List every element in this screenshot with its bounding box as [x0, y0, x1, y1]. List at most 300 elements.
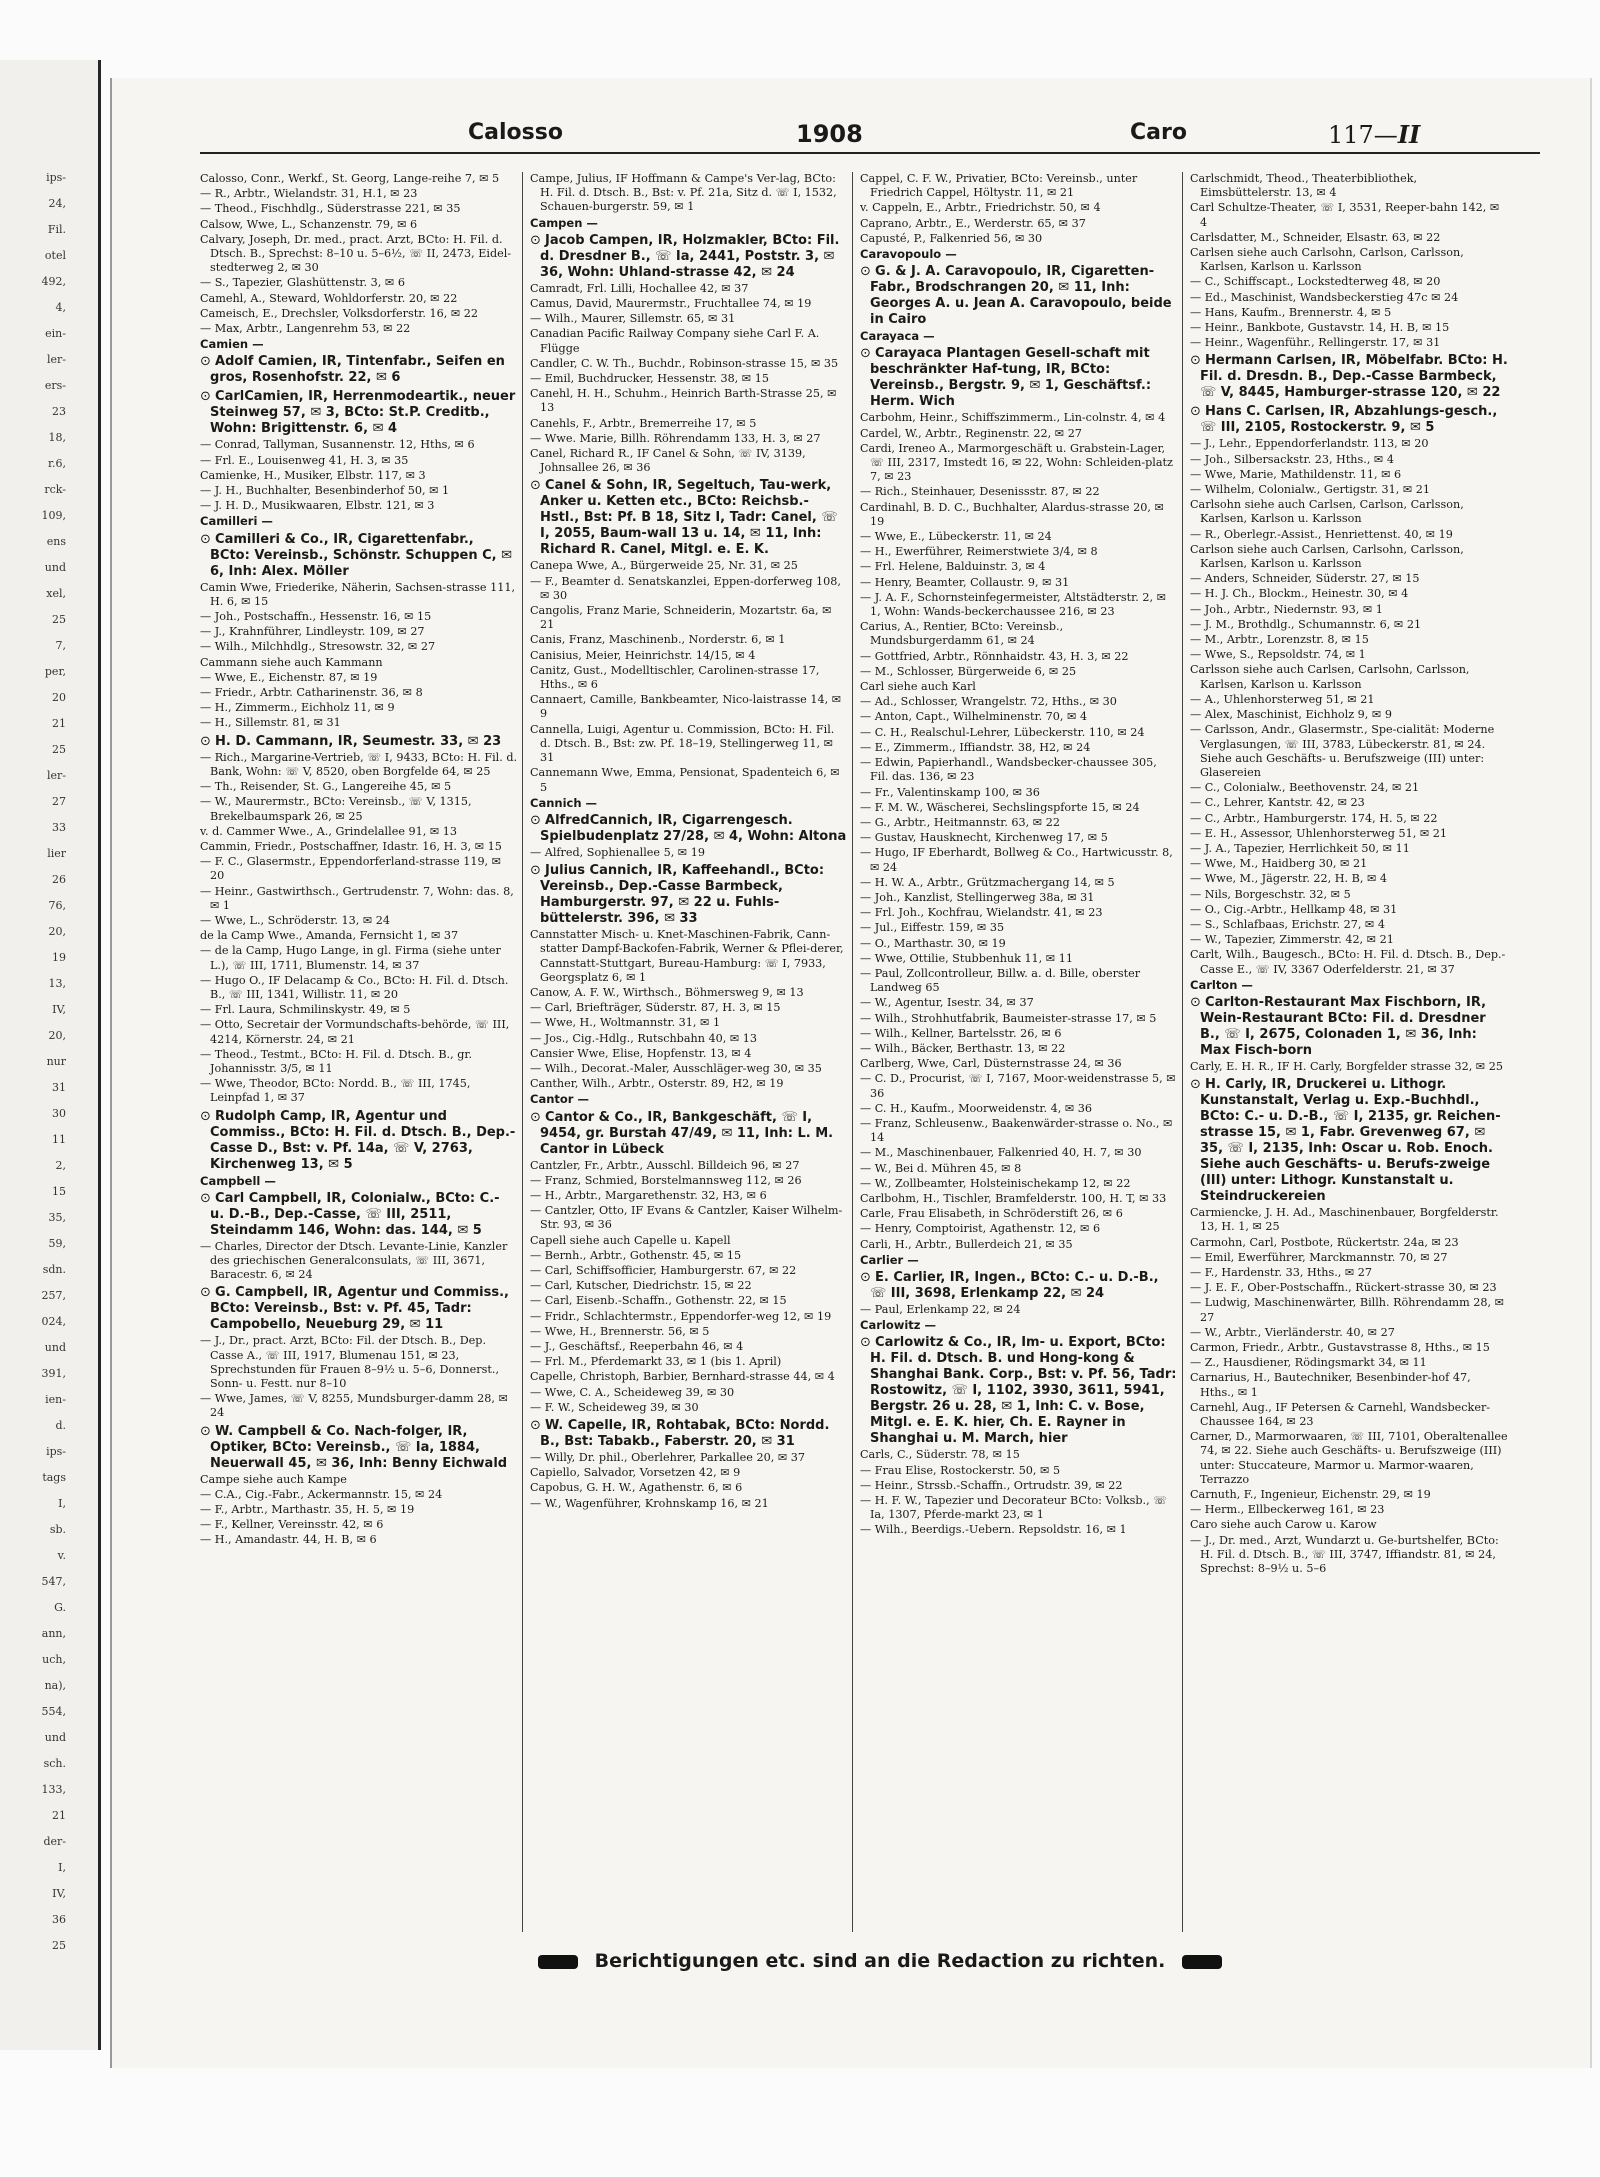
- directory-entry: — Wwe, L., Schröderstr. 13, ✉ 24: [200, 913, 390, 927]
- directory-entry: — H. W. A., Arbtr., Grützmachergang 14, ✉ 5: [860, 875, 1115, 889]
- adjacent-page-fragment: 31: [52, 1081, 66, 1094]
- directory-entry: — Wwe, James, ☏ V, 8255, Mundsburger-damm 28, ✉ 24: [200, 1392, 508, 1420]
- directory-entry: Cannaert, Camille, Bankbeamter, Nico-laistrasse 14, ✉ 9: [530, 693, 842, 721]
- directory-entry: — J. E. F., Ober-Postschaffn., Rückert-strasse 30, ✉ 23: [1190, 1281, 1497, 1295]
- page-number-section: II: [1397, 120, 1421, 149]
- directory-entry: — H., Amandastr. 44, H. B, ✉ 6: [200, 1533, 377, 1547]
- directory-entry: — S., Schlafbaas, Erichstr. 27, ✉ 4: [1190, 917, 1385, 931]
- directory-entry: — Anton, Capt., Wilhelminenstr. 70, ✉ 4: [860, 710, 1088, 724]
- directory-entry: Capobus, G. H. W., Agathenstr. 6, ✉ 6: [530, 1481, 743, 1495]
- directory-entry: Capelle, Christoph, Barbier, Bernhard-strasse 44, ✉ 4: [530, 1370, 835, 1384]
- directory-entry: — Henry, Comptoirist, Agathenstr. 12, ✉ 6: [860, 1222, 1101, 1236]
- column-1: [200, 172, 518, 1932]
- directory-entry: Carmiencke, J. H. Ad., Maschinenbauer, Borgfelderstr. 13, H. 1, ✉ 25: [1190, 1206, 1499, 1234]
- directory-entry: — Friedr., Arbtr. Catharinenstr. 36, ✉ 8: [200, 686, 423, 700]
- directory-entry: — H., Ewerführer, Reimerstwiete 3/4, ✉ 8: [860, 545, 1098, 559]
- surname-heading: Campen —: [530, 215, 598, 230]
- column-rule: [1182, 172, 1183, 1932]
- surname-heading: Carlier —: [860, 1252, 919, 1267]
- adjacent-page-fragment: I,: [58, 1861, 66, 1874]
- adjacent-page-fragment: 15: [52, 1185, 66, 1198]
- adjacent-page-fragment: 30: [52, 1107, 66, 1120]
- running-header: [200, 118, 1540, 154]
- directory-entry: — Charles, Director der Dtsch. Levante-Linie, Kanzler des griechischen Generalconsulats, ☏ III, 3671, Baracestr. 6, ✉ 24: [200, 1239, 508, 1282]
- directory-entry: — Otto, Secretair der Vormundschafts-behörde, ☏ III, 4214, Körnerstr. 24, ✉ 21: [200, 1018, 510, 1046]
- adjacent-page-fragment: 109,: [41, 509, 66, 522]
- directory-entry: — Carl, Schiffsofficier, Hamburgerstr. 67, ✉ 22: [530, 1263, 797, 1277]
- directory-entry: Cammann siehe auch Kammann: [200, 655, 383, 669]
- directory-entry: — O., Cig.-Arbtr., Hellkamp 48, ✉ 31: [1190, 902, 1398, 916]
- directory-entry: — F. M. W., Wäscherei, Sechslingspforte 15, ✉ 24: [860, 800, 1140, 814]
- directory-entry: — Ad., Schlosser, Wrangelstr. 72, Hths., ✉ 30: [860, 695, 1117, 709]
- directory-entry: — M., Arbtr., Lorenzstr. 8, ✉ 15: [1190, 633, 1369, 647]
- directory-entry: Camienke, H., Musiker, Elbstr. 117, ✉ 3: [200, 468, 426, 482]
- directory-entry: Carl siehe auch Karl: [860, 680, 976, 694]
- directory-entry: — Theod., Testmt., BCto: H. Fil. d. Dtsch. B., gr. Johannisstr. 3/5, ✉ 11: [200, 1047, 473, 1075]
- directory-entry: — de la Camp, Hugo Lange, in gl. Firma (siehe unter L.), ☏ III, 1711, Blumenstr. 14, ✉ 37: [200, 944, 501, 972]
- directory-entry: — H. J. Ch., Blockm., Heinestr. 30, ✉ 4: [1190, 587, 1409, 601]
- adjacent-page-fragment: ips-: [46, 1445, 66, 1458]
- adjacent-page-fragment: Fil.: [47, 223, 66, 236]
- surname-heading: Camien —: [200, 337, 264, 352]
- adjacent-page-fragment: ein-: [45, 327, 66, 340]
- firm-entry: ⊙ CarlCamien, IR, Herrenmodeartik., neuer Steinweg 57, ✉ 3, BCto: St.P. Creditb., Wohn: Brigittenstr. 6, ✉ 4: [200, 389, 518, 437]
- directory-entry: — C., Colonialw., Beethovenstr. 24, ✉ 21: [1190, 781, 1420, 795]
- directory-entry: — H. F. W., Tapezier und Decorateur BCto: Volksb., ☏ Ia, 1307, Pferde-markt 23, ✉ 1: [860, 1494, 1168, 1522]
- directory-entry: — Wwe, H., Woltmannstr. 31, ✉ 1: [530, 1016, 721, 1030]
- adjacent-page-fragment: IV,: [52, 1887, 66, 1900]
- adjacent-page-fragment: 25: [52, 743, 66, 756]
- directory-entry: Carmon, Friedr., Arbtr., Gustavstrasse 8, Hths., ✉ 15: [1190, 1340, 1490, 1354]
- firm-entry: ⊙ Carayaca Plantagen Gesell-schaft mit beschränkter Haf-tung, IR, BCto: Vereinsb., Bergstr. 9, ✉ 1, Geschäftsf.: Herm. Wich: [860, 346, 1178, 410]
- adjacent-page-fragment: 35,: [48, 1211, 66, 1224]
- surname-heading: Caravopoulo —: [860, 247, 957, 262]
- directory-entry: — C., Arbtr., Hamburgerstr. 174, H. 5, ✉ 22: [1190, 811, 1438, 825]
- directory-entry: Canis, Franz, Maschinenb., Norderstr. 6, ✉ 1: [530, 633, 786, 647]
- adjacent-page-fragment: ler-: [46, 353, 66, 366]
- directory-entry: — F. W., Scheideweg 39, ✉ 30: [530, 1400, 699, 1414]
- directory-entry: — Joh., Kanzlist, Stellingerweg 38a, ✉ 31: [860, 890, 1095, 904]
- directory-entry: Cameisch, E., Drechsler, Volksdorferstr. 16, ✉ 22: [200, 306, 478, 320]
- firm-entry: ⊙ Canel & Sohn, IR, Segeltuch, Tau-werk, Anker u. Ketten etc., BCto: Reichsb.-Hstl., Bst: Pf. B 18, Sitz I, Tadr: Canel, ☏ I, 2055, Baum-wall 13 u. 14, ✉ 11, Inh: Richard R. Canel, Mitgl. e. E. K.: [530, 478, 848, 558]
- adjacent-page-fragment: 7,: [55, 639, 66, 652]
- directory-entry: — Rich., Margarine-Vertrieb, ☏ I, 9433, BCto: H. Fil. d. Bank, Wohn: ☏ V, 8520, oben Borgfelde 64, ✉ 25: [200, 750, 518, 778]
- firm-entry: ⊙ Jacob Campen, IR, Holzmakler, BCto: Fil. d. Dresdner B., ☏ Ia, 2441, Poststr. 3, ✉ 36, Wohn: Uhland-strasse 42, ✉ 24: [530, 233, 848, 281]
- adjacent-page-fragment: ler-: [46, 769, 66, 782]
- adjacent-page-fragment: 27: [52, 795, 66, 808]
- directory-entry: Camus, David, Maurermstr., Fruchtallee 74, ✉ 19: [530, 297, 812, 311]
- directory-entry: — W., Maurermstr., BCto: Vereinsb., ☏ V, 1315, Brekelbaumspark 26, ✉ 25: [200, 795, 472, 823]
- directory-entry: Carlsson siehe auch Carlsen, Carlsohn, Carlsson, Karlsen, Karlson u. Karlsson: [1190, 663, 1470, 691]
- directory-entry: — Ed., Maschinist, Wandsbeckerstieg 47c ✉ 24: [1190, 290, 1459, 304]
- surname-heading: Cannich —: [530, 795, 598, 810]
- directory-entry: — Joh., Silbersackstr. 23, Hths., ✉ 4: [1190, 452, 1394, 466]
- adjacent-page-fragment: 133,: [41, 1783, 66, 1796]
- directory-entry: — Hugo, IF Eberhardt, Bollweg & Co., Hartwicusstr. 8, ✉ 24: [860, 846, 1173, 874]
- pointing-hand-icon: [538, 1955, 578, 1969]
- adjacent-page-fragment: 492,: [41, 275, 66, 288]
- adjacent-page-fragment: 11: [52, 1133, 66, 1146]
- surname-heading: Campbell —: [200, 1173, 276, 1188]
- directory-entry: — Carl, Eisenb.-Schaffn., Gothenstr. 22, ✉ 15: [530, 1294, 787, 1308]
- directory-entry: — Wilhelm, Colonialw., Gertigstr. 31, ✉ 21: [1190, 483, 1431, 497]
- directory-entry: — Alex, Maschinist, Eichholz 9, ✉ 9: [1190, 708, 1392, 722]
- directory-entry: Carly, E. H. R., IF H. Carly, Borgfelder strasse 32, ✉ 25: [1190, 1059, 1503, 1073]
- directory-entry: — C., Lehrer, Kantstr. 42, ✉ 23: [1190, 796, 1365, 810]
- directory-entry: Carlsdatter, M., Schneider, Elsastr. 63, ✉ 22: [1190, 230, 1441, 244]
- adjacent-page-fragment: 23: [52, 405, 66, 418]
- directory-entry: — Franz, Schmied, Borstelmannsweg 112, ✉ 26: [530, 1173, 802, 1187]
- adjacent-page-fragment: 18,: [48, 431, 66, 444]
- directory-entry: Carnehl, Aug., IF Petersen & Carnehl, Wandsbecker-Chaussee 164, ✉ 23: [1190, 1400, 1491, 1428]
- firm-entry: ⊙ Carl Campbell, IR, Colonialw., BCto: C.- u. D.-B., Dep.-Casse, ☏ III, 2511, Steindamm 146, Wohn: das. 144, ✉ 5: [200, 1191, 518, 1239]
- directory-entry: Cansier Wwe, Elise, Hopfenstr. 13, ✉ 4: [530, 1046, 752, 1060]
- directory-entry: — Wwe, M., Jägerstr. 22, H. B, ✉ 4: [1190, 872, 1388, 886]
- directory-entry: Cannella, Luigi, Agentur u. Commission, BCto: H. Fil. d. Dtsch. B., Bst: zw. Pf. 18–19, Stellingerweg 11, ✉ 31: [530, 722, 835, 765]
- adjacent-page-fragment: 391,: [41, 1367, 66, 1380]
- adjacent-page-fragment: v.: [57, 1549, 66, 1562]
- adjacent-page-fragment: 20,: [48, 925, 66, 938]
- directory-entry: — Wilh., Bäcker, Berthastr. 13, ✉ 22: [860, 1041, 1066, 1055]
- directory-entry: Canepa Wwe, A., Bürgerweide 25, Nr. 31, ✉ 25: [530, 559, 798, 573]
- directory-entry: Canther, Wilh., Arbtr., Osterstr. 89, H2, ✉ 19: [530, 1077, 784, 1091]
- firm-entry: ⊙ W. Campbell & Co. Nach-folger, IR, Optiker, BCto: Vereinsb., ☏ Ia, 1884, Neuerwall 45, ✉ 36, Inh: Benny Eichwald: [200, 1424, 518, 1472]
- directory-entry: — Frl. Laura, Schmilinskystr. 49, ✉ 5: [200, 1003, 411, 1017]
- directory-entry: — Alfred, Sophienallee 5, ✉ 19: [530, 845, 705, 859]
- firm-entry: ⊙ Cantor & Co., IR, Bankgeschäft, ☏ I, 9454, gr. Burstah 47/49, ✉ 11, Inh: L. M. Cantor in Lübeck: [530, 1110, 848, 1158]
- directory-entry: — Jos., Cig.-Hdlg., Rutschbahn 40, ✉ 13: [530, 1031, 757, 1045]
- directory-entry: — Emil, Buchdrucker, Hessenstr. 38, ✉ 15: [530, 372, 769, 386]
- directory-entry: — H., Sillemstr. 81, ✉ 31: [200, 716, 341, 730]
- directory-entry: — Wwe, Theodor, BCto: Nordd. B., ☏ III, 1745, Leinpfad 1, ✉ 37: [200, 1077, 471, 1105]
- firm-entry: ⊙ H. Carly, IR, Druckerei u. Lithogr. Kunstanstalt, Verlag u. Exp.-Buchhdl., BCto: C.- u. D.-B., ☏ I, 2135, gr. Reichen-strasse 15, ✉ 1, Fabr. Grevenweg 67, ✉ 35, ☏ I, 2135, Inh: Oscar u. Rob. Enoch. Siehe auch Geschäfts- u. Berufs-zweige (III) unter: Lithogr. Kunstanstalt u. Steindruckereien: [1190, 1077, 1508, 1205]
- directory-entry: — Wilh., Kellner, Bartelsstr. 26, ✉ 6: [860, 1026, 1062, 1040]
- adjacent-page-fragment: ers-: [44, 379, 66, 392]
- adjacent-page-fragment: 024,: [41, 1315, 66, 1328]
- surname-heading: Carlton —: [1190, 977, 1253, 992]
- directory-entry: Carlsen siehe auch Carlsohn, Carlson, Carlsson, Karlsen, Karlson u. Karlsson: [1190, 246, 1464, 274]
- firm-entry: ⊙ G. & J. A. Caravopoulo, IR, Cigaretten-Fabr., Brodschrangen 20, ✉ 11, Inh: Georges A. u. Jean A. Caravopoulo, beide in Cairo: [860, 264, 1178, 328]
- column-rule: [852, 172, 853, 1932]
- directory-entry: — Frl. Joh., Kochfrau, Wielandstr. 41, ✉ 23: [860, 906, 1103, 920]
- directory-entry: Canadian Pacific Railway Company siehe Carl F. A. Flügge: [530, 327, 820, 355]
- adjacent-page-fragment: lier: [47, 847, 66, 860]
- directory-entry: — Franz, Schleusenw., Baakenwärder-strasse o. No., ✉ 14: [860, 1116, 1173, 1145]
- adjacent-page-fragment: 554,: [41, 1705, 66, 1718]
- directory-entry: — M., Maschinenbauer, Falkenried 40, H. 7, ✉ 30: [860, 1146, 1142, 1160]
- adjacent-page-fragment: ien-: [45, 1393, 66, 1406]
- directory-entry: — Heinr., Bankbote, Gustavstr. 14, H. B, ✉ 15: [1190, 321, 1450, 335]
- directory-entry: — H., Arbtr., Margarethenstr. 32, H3, ✉ 6: [530, 1188, 767, 1202]
- directory-entry: Canel, Richard R., IF Canel & Sohn, ☏ IV, 3139, Johnsallee 26, ✉ 36: [530, 447, 806, 475]
- directory-entry: Carbohm, Heinr., Schiffszimmerm., Lin-colnstr. 4, ✉ 4: [860, 411, 1166, 425]
- adjacent-page-fragment: sdn.: [42, 1263, 66, 1276]
- adjacent-page-fragment: 19: [52, 951, 66, 964]
- directory-entry: Carnuth, F., Ingenieur, Eichenstr. 29, ✉ 19: [1190, 1488, 1431, 1502]
- directory-entry: — Joh., Postschaffn., Hessenstr. 16, ✉ 15: [200, 610, 432, 624]
- directory-entry: — Heinr., Wagenführ., Rellingerstr. 17, ✉ 31: [1190, 336, 1441, 350]
- directory-entry: Cannemann Wwe, Emma, Pensionat, Spadenteich 6, ✉ 5: [530, 766, 840, 794]
- directory-entry: — J. A. F., Schornsteinfegermeister, Altstädterstr. 2, ✉ 1, Wohn: Wands-beckerchaussee 216, ✉ 23: [860, 590, 1166, 619]
- directory-entry: — Carl, Kutscher, Diedrichstr. 15, ✉ 22: [530, 1279, 752, 1293]
- directory-entry: Carlschmidt, Theod., Theaterbibliothek, Eimsbüttelerstr. 13, ✉ 4: [1190, 172, 1418, 200]
- directory-entry: Canitz, Gust., Modelltischler, Carolinen-strasse 17, Hths., ✉ 6: [530, 663, 820, 692]
- firm-entry: ⊙ Carlton-Restaurant Max Fischborn, IR, Wein-Restaurant BCto: Fil. d. Dresdner B., ☏ I, 2675, Colonaden 1, ✉ 36, Inh: Max Fisch-born: [1190, 995, 1508, 1059]
- adjacent-page-fragment: tags: [42, 1471, 66, 1484]
- directory-entry: — Edwin, Papierhandl., Wandsbecker-chaussee 305, Fil. das. 136, ✉ 23: [860, 756, 1157, 784]
- directory-entry: — J., Dr. med., Arzt, Wundarzt u. Ge-burtshelfer, BCto: H. Fil. d. Dtsch. B., ☏ III, 3747, Iffiandstr. 81, ✉ 24, Sprechst: 8–9½ u. 5–6: [1190, 1533, 1499, 1576]
- header-year: 1908: [796, 120, 863, 148]
- adjacent-page-fragment: 26: [52, 873, 66, 886]
- directory-entry: — Wwe, Ottilie, Stubbenhuk 11, ✉ 11: [860, 951, 1073, 965]
- directory-entry: — J. M., Brothdlg., Schumannstr. 6, ✉ 21: [1190, 617, 1422, 631]
- directory-entry: — C. D., Procurist, ☏ I, 7167, Moor-weidenstrasse 5, ✉ 36: [860, 1072, 1176, 1100]
- header-last-entry: Caro: [1130, 120, 1187, 145]
- directory-entry: — J. H. D., Musikwaaren, Elbstr. 121, ✉ 3: [200, 499, 435, 513]
- firm-entry: ⊙ Adolf Camien, IR, Tintenfabr., Seifen en gros, Rosenhofstr. 22, ✉ 6: [200, 354, 518, 386]
- directory-entry: — F., Beamter d. Senatskanzlei, Eppen-dorferweg 108, ✉ 30: [530, 574, 841, 602]
- directory-entry: Carlsohn siehe auch Carlsen, Carlson, Carlsson, Karlsen, Karlson u. Karlsson: [1190, 498, 1464, 526]
- directory-entry: Carlbohm, H., Tischler, Bramfelderstr. 100, H. T, ✉ 33: [860, 1191, 1167, 1205]
- directory-entry: — Nils, Borgeschstr. 32, ✉ 5: [1190, 887, 1351, 901]
- directory-entry: Cantzler, Fr., Arbtr., Ausschl. Billdeich 96, ✉ 27: [530, 1158, 800, 1172]
- footer-text: Berichtigungen etc. sind an die Redaction zu richten.: [594, 1950, 1166, 1972]
- adjacent-page-fragment: 59,: [48, 1237, 66, 1250]
- adjacent-page-fragment: 13,: [48, 977, 66, 990]
- directory-entry: — Max, Arbtr., Langenrehm 53, ✉ 22: [200, 322, 411, 336]
- directory-entry: Capell siehe auch Capelle u. Kapell: [530, 1233, 731, 1247]
- directory-entry: — C., Schiffscapt., Lockstedterweg 48, ✉ 20: [1190, 275, 1441, 289]
- adjacent-page-fragment: G.: [54, 1601, 66, 1614]
- directory-entry: Carius, A., Rentier, BCto: Vereinsb., Mundsburgerdamm 61, ✉ 24: [860, 620, 1064, 648]
- directory-entry: — W., Arbtr., Vierländerstr. 40, ✉ 27: [1190, 1325, 1395, 1339]
- directory-entry: — Paul, Erlenkamp 22, ✉ 24: [860, 1303, 1021, 1316]
- directory-entry: — S., Tapezier, Glashüttenstr. 3, ✉ 6: [200, 276, 405, 290]
- adjacent-page-fragment: ips-: [46, 171, 66, 184]
- directory-entry: Cardinahl, B. D. C., Buchhalter, Alardus-strasse 20, ✉ 19: [860, 500, 1164, 528]
- directory-entry: Calvary, Joseph, Dr. med., pract. Arzt, BCto: H. Fil. d. Dtsch. B., Sprechst: 8–10 u. 5–6½, ☏ II, 2473, Eidel-stedterweg 2, ✉ 30: [200, 232, 512, 275]
- firm-entry: ⊙ Carlowitz & Co., IR, Im- u. Export, BCto: H. Fil. d. Dtsch. B. und Hong-kong & Shanghai Bank. Corp., Bst: v. Pf. 56, Tadr: Rostowitz, ☏ I, 1102, 3930, 3611, 5941, Bergstr. 26 u. 28, ✉ 1, Inh: C. v. Bose, Mitgl. e. E. K. hier, Ch. E. Rayner in Shanghai u. M. March, hier: [860, 1335, 1178, 1447]
- directory-entry: Carlson siehe auch Carlsen, Carlsohn, Carlsson, Karlsen, Karlson u. Karlsson: [1190, 542, 1464, 571]
- column-4: [1190, 172, 1508, 1932]
- firm-entry: ⊙ Hans C. Carlsen, IR, Abzahlungs-gesch., ☏ III, 2105, Rostockerstr. 9, ✉ 5: [1190, 404, 1508, 436]
- directory-entry: — J., Lehr., Eppendorferlandstr. 113, ✉ 20: [1190, 437, 1429, 451]
- firm-entry: ⊙ Hermann Carlsen, IR, Möbelfabr. BCto: H. Fil. d. Dresdn. B., Dep.-Casse Barmbeck, ☏ V, 8445, Hamburger-strasse 120, ✉ 22: [1190, 353, 1508, 401]
- directory-entry: — Paul, Zollcontrolleur, Billw. a. d. Bille, oberster Landweg 65: [860, 966, 1141, 995]
- footer-notice: [500, 1950, 1260, 1986]
- adjacent-page-fragment: 25: [52, 1939, 66, 1952]
- firm-entry: ⊙ Julius Cannich, IR, Kaffeehandl., BCto: Vereinsb., Dep.-Casse Barmbeck, Hamburgerstr. 97, ✉ 22 u. Fuhls-büttelerstr. 396, ✉ 33: [530, 863, 848, 927]
- directory-entry: — Ludwig, Maschinenwärter, Billh. Röhrendamm 28, ✉ 27: [1190, 1296, 1504, 1324]
- directory-entry: — Heinr., Gastwirthsch., Gertrudenstr. 7, Wohn: das. 8, ✉ 1: [200, 884, 514, 912]
- adjacent-page-fragment: 33: [52, 821, 66, 834]
- directory-entry: Cappel, C. F. W., Privatier, BCto: Vereinsb., unter Friedrich Cappel, Höltystr. 11, ✉ 21: [860, 172, 1138, 200]
- adjacent-page-fragment: sb.: [49, 1523, 66, 1536]
- directory-entry: — Wwe, Marie, Mathildenstr. 11, ✉ 6: [1190, 467, 1402, 481]
- directory-entry: — Wilh., Maurer, Sillemstr. 65, ✉ 31: [530, 312, 736, 326]
- directory-entry: Cammin, Friedr., Postschaffner, Idastr. 16, H. 3, ✉ 15: [200, 839, 502, 853]
- directory-entry: — Wwe, H., Brennerstr. 56, ✉ 5: [530, 1324, 710, 1338]
- directory-entry: — Gottfried, Arbtr., Rönnhaidstr. 43, H. 3, ✉ 22: [860, 649, 1129, 663]
- directory-entry: — Fridr., Schlachtermstr., Eppendorfer-weg 12, ✉ 19: [530, 1309, 832, 1323]
- directory-entry: Carls, C., Süderstr. 78, ✉ 15: [860, 1448, 1020, 1462]
- directory-entry: — W., Bei d. Mühren 45, ✉ 8: [860, 1161, 1022, 1175]
- directory-entry: Canisius, Meier, Heinrichstr. 14/15, ✉ 4: [530, 648, 756, 662]
- adjacent-page-fragment: und: [44, 1731, 66, 1744]
- firm-entry: ⊙ G. Campbell, IR, Agentur und Commiss., BCto: Vereinsb., Bst: v. Pf. 45, Tadr: Campobello, Neueburg 29, ✉ 11: [200, 1285, 518, 1333]
- adjacent-page-fragment: 20,: [48, 1029, 66, 1042]
- directory-entry: Carlt, Wilh., Baugesch., BCto: H. Fil. d. Dtsch. B., Dep.-Casse E., ☏ IV, 3367 Oderfelderstr. 21, ✉ 37: [1190, 948, 1506, 976]
- directory-entry: — Jul., Eiffestr. 159, ✉ 35: [860, 921, 1005, 935]
- adjacent-page-fragment: 21: [52, 1809, 66, 1822]
- adjacent-page-fragment: 20: [52, 691, 66, 704]
- directory-entry: Candler, C. W. Th., Buchdr., Robinson-strasse 15, ✉ 35: [530, 356, 839, 370]
- pointing-hand-icon: [1182, 1955, 1222, 1969]
- adjacent-page-fragment: ens: [46, 535, 66, 548]
- directory-entry: — W., Wagenführer, Krohnskamp 16, ✉ 21: [530, 1496, 769, 1510]
- directory-entry: Camehl, A., Steward, Wohldorferstr. 20, ✉ 22: [200, 291, 458, 305]
- adjacent-page-fragment: und: [44, 561, 66, 574]
- directory-entry: Carl Schultze-Theater, ☏ I, 3531, Reeper-bahn 142, ✉ 4: [1190, 201, 1500, 229]
- directory-entry: — J., Geschäftsf., Reeperbahn 46, ✉ 4: [530, 1339, 744, 1353]
- adjacent-page-fragment: otel: [44, 249, 66, 262]
- directory-entry: — W., Zollbeamter, Holsteinischekamp 12, ✉ 22: [860, 1176, 1131, 1190]
- directory-entry: Cardi, Ireneo A., Marmorgeschäft u. Grabstein-Lager, ☏ III, 2317, Imstedt 16, ✉ 22, Wohn: Schleiden-platz 7, ✉ 23: [860, 441, 1173, 484]
- directory-entry: — Rich., Steinhauer, Desenissstr. 87, ✉ 22: [860, 485, 1100, 499]
- directory-entry: — Gustav, Hausknecht, Kirchenweg 17, ✉ 5: [860, 831, 1108, 845]
- column-rule: [522, 172, 523, 1932]
- firm-entry: ⊙ W. Capelle, IR, Rohtabak, BCto: Nordd. B., Bst: Tabakb., Faberstr. 20, ✉ 31: [530, 1418, 848, 1450]
- directory-entry: — Herm., Ellbeckerweg 161, ✉ 23: [1190, 1503, 1385, 1517]
- directory-entry: — Wilh., Beerdigs.-Uebern. Repsoldstr. 16, ✉ 1: [860, 1523, 1127, 1537]
- directory-entry: — Frl. E., Louisenweg 41, H. 3, ✉ 35: [200, 453, 409, 467]
- directory-entry: — Z., Hausdiener, Rödingsmarkt 34, ✉ 11: [1190, 1356, 1427, 1370]
- directory-entry: — Frl. Helene, Balduinstr. 3, ✉ 4: [860, 560, 1046, 574]
- page-number-value: 117—: [1328, 121, 1398, 149]
- directory-entry: — F., Hardenstr. 33, Hths., ✉ 27: [1190, 1265, 1373, 1279]
- adjacent-page-fragment: 76,: [48, 899, 66, 912]
- adjacent-page-fragment: per,: [44, 665, 66, 678]
- adjacent-page-fragment: der-: [43, 1835, 66, 1848]
- directory-entry: — Conrad, Tallyman, Susannenstr. 12, Hths, ✉ 6: [200, 438, 475, 452]
- directory-entry: Camin Wwe, Friederike, Näherin, Sachsen-strasse 111, H. 6, ✉ 15: [200, 580, 516, 608]
- adjacent-page-fragment: 21: [52, 717, 66, 730]
- surname-heading: Carlowitz —: [860, 1318, 936, 1333]
- directory-entry: Campe siehe auch Kampe: [200, 1472, 347, 1486]
- surname-heading: Carayaca —: [860, 329, 935, 344]
- directory-entry: — W., Agentur, Isestr. 34, ✉ 37: [860, 996, 1034, 1010]
- directory-entry: — Joh., Arbtr., Niedernstr. 93, ✉ 1: [1190, 602, 1383, 616]
- directory-entry: — Wwe. Marie, Billh. Röhrendamm 133, H. 3, ✉ 27: [530, 431, 821, 445]
- directory-entry: — Wilh., Decorat.-Maler, Ausschläger-weg 30, ✉ 35: [530, 1061, 822, 1075]
- adjacent-page-fragment: I,: [58, 1497, 66, 1510]
- directory-entry: — F. C., Glasermstr., Eppendorferland-strasse 119, ✉ 20: [200, 855, 502, 883]
- directory-entry: — Wwe, E., Lübeckerstr. 11, ✉ 24: [860, 530, 1052, 544]
- adjacent-page-edge: [0, 60, 101, 2050]
- directory-entry: Camradt, Frl. Lilli, Hochallee 42, ✉ 37: [530, 281, 749, 295]
- directory-entry: Cannstatter Misch- u. Knet-Maschinen-Fabrik, Cann-statter Dampf-Backofen-Fabrik, Werner & Pflei-derer, Cannstatt-Stuttgart, Bureau-Hamburg: ☏ I, 7933, Georgsplatz 6, ✉ 1: [530, 928, 844, 984]
- surname-heading: Camilleri —: [200, 514, 273, 529]
- directory-entry: — Cantzler, Otto, IF Evans & Cantzler, Kaiser Wilhelm-Str. 93, ✉ 36: [530, 1204, 843, 1232]
- directory-entry: — Henry, Beamter, Collaustr. 9, ✉ 31: [860, 575, 1070, 589]
- directory-entry: — Wilh., Milchhdlg., Stresowstr. 32, ✉ 27: [200, 640, 436, 654]
- adjacent-page-fragment: xel,: [46, 587, 66, 600]
- directory-entry: — E., Zimmerm., Iffiandstr. 38, H2, ✉ 24: [860, 740, 1091, 754]
- directory-entry: — M., Schlosser, Bürgerweide 6, ✉ 25: [860, 664, 1077, 678]
- directory-entry: Canehls, F., Arbtr., Bremerreihe 17, ✉ 5: [530, 416, 757, 430]
- directory-entry: Canehl, H. H., Schuhm., Heinrich Barth-Strasse 25, ✉ 13: [530, 387, 837, 415]
- directory-entry: — Hans, Kaufm., Brennerstr. 4, ✉ 5: [1190, 305, 1392, 319]
- directory-entry: — Emil, Ewerführer, Marckmannstr. 70, ✉ 27: [1190, 1250, 1448, 1264]
- column-3: [860, 172, 1178, 1932]
- directory-entry: — Frl. M., Pferdemarkt 33, ✉ 1 (bis 1. April): [530, 1355, 782, 1369]
- directory-entry: — R., Oberlegr.-Assist., Henriettenst. 40, ✉ 19: [1190, 527, 1453, 541]
- directory-entry: Capiello, Salvador, Vorsetzen 42, ✉ 9: [530, 1466, 741, 1480]
- directory-entry: — Theod., Fischhdlg., Süderstrasse 221, ✉ 35: [200, 202, 461, 216]
- directory-entry: Carlberg, Wwe, Carl, Düsternstrasse 24, ✉ 36: [860, 1057, 1122, 1071]
- directory-entry: de la Camp Wwe., Amanda, Fernsicht 1, ✉ 37: [200, 929, 459, 943]
- directory-entry: — Carlsson, Andr., Glasermstr., Spe-cialität: Moderne Verglasungen, ☏ III, 3783, Lübeckerstr. 81, ✉ 24. Siehe auch Geschäfts- u. Berufszweige (III) unter: Glasereien: [1190, 723, 1495, 779]
- directory-entry: — Willy, Dr. phil., Oberlehrer, Parkallee 20, ✉ 37: [530, 1451, 805, 1464]
- firm-entry: ⊙ E. Carlier, IR, Ingen., BCto: C.- u. D.-B., ☏ III, 3698, Erlenkamp 22, ✉ 24: [860, 1270, 1178, 1302]
- column-2: [530, 172, 848, 1932]
- directory-entry: Carmohn, Carl, Postbote, Rückertstr. 24a, ✉ 23: [1190, 1235, 1459, 1249]
- directory-entry: — Wwe, C. A., Scheideweg 39, ✉ 30: [530, 1385, 735, 1399]
- directory-entry: — Anders, Schneider, Süderstr. 27, ✉ 15: [1190, 572, 1420, 586]
- adjacent-page-fragment: d.: [55, 1419, 66, 1432]
- directory-entry: — W., Tapezier, Zimmerstr. 42, ✉ 21: [1190, 933, 1394, 947]
- adjacent-page-fragment: ann,: [41, 1627, 66, 1640]
- directory-entry: — Hugo O., IF Delacamp & Co., BCto: H. Fil. d. Dtsch. B., ☏ III, 1341, Willistr. 11, ✉ 20: [200, 973, 509, 1001]
- adjacent-page-fragment: nur: [46, 1055, 66, 1068]
- directory-entry: Carner, D., Marmorwaaren, ☏ III, 7101, Oberaltenallee 74, ✉ 22. Siehe auch Geschäfts- u. Berufszweige (III) unter: Stuccateure, Marmor u. Marmor-waaren, Terrazzo: [1190, 1430, 1508, 1486]
- directory-entry: Carle, Frau Elisabeth, in Schröderstift 26, ✉ 6: [860, 1207, 1123, 1221]
- directory-entry: — Fr., Valentinskamp 100, ✉ 36: [860, 785, 1040, 799]
- firm-entry: ⊙ AlfredCannich, IR, Cigarrengesch. Spielbudenplatz 27/28, ✉ 4, Wohn: Altona: [530, 813, 848, 845]
- directory-entry: Carnarius, H., Bautechniker, Besenbinder-hof 47, Hths., ✉ 1: [1190, 1371, 1471, 1399]
- directory-entry: — Frau Elise, Rostockerstr. 50, ✉ 5: [860, 1463, 1061, 1477]
- page-number: [1328, 120, 1420, 149]
- directory-entry: — J., Krahnführer, Lindleystr. 109, ✉ 27: [200, 625, 425, 639]
- directory-entry: — A., Uhlenhorsterweg 51, ✉ 21: [1190, 692, 1375, 706]
- directory-entry: — F., Arbtr., Marthastr. 35, H. 5, ✉ 19: [200, 1503, 415, 1516]
- directory-entry: — C.A., Cig.-Fabr., Ackermannstr. 15, ✉ 24: [200, 1487, 443, 1501]
- adjacent-page-fragment: IV,: [52, 1003, 66, 1016]
- directory-entry: — J., Dr., pract. Arzt, BCto: Fil. der Dtsch. B., Dep. Casse A., ☏ III, 1917, Blumenau 151, ✉ 23, Sprechstunden für Frauen 8–9½ u. 5–6, Donnerst., Sonn- u. Festt. nur 8–10: [200, 1334, 499, 1390]
- directory-entry: — R., Arbtr., Wielandstr. 31, H.1, ✉ 23: [200, 187, 418, 201]
- directory-entry: — F., Kellner, Vereinsstr. 42, ✉ 6: [200, 1518, 384, 1532]
- adjacent-page-fragment: sch.: [43, 1757, 66, 1770]
- directory-entry: Calsow, Wwe, L., Schanzenstr. 79, ✉ 6: [200, 217, 418, 231]
- directory-entry: Campe, Julius, IF Hoffmann & Campe's Ver-lag, BCto: H. Fil. d. Dtsch. B., Bst: v. Pf. 21a, Sitz d. ☏ I, 1532, Schauen-burgerstr. 59, ✉ 1: [530, 172, 837, 214]
- directory-entry: — Wwe, M., Haidberg 30, ✉ 21: [1190, 857, 1368, 871]
- header-first-entry: Calosso: [468, 120, 563, 145]
- adjacent-page-text: [2, 170, 66, 1964]
- directory-entry: — Carl, Briefträger, Süderstr. 87, H. 3, ✉ 15: [530, 1001, 781, 1015]
- directory-entry: Cardel, W., Arbtr., Reginenstr. 22, ✉ 27: [860, 426, 1082, 440]
- adjacent-page-fragment: 257,: [41, 1289, 66, 1302]
- firm-entry: ⊙ Rudolph Camp, IR, Agentur und Commiss., BCto: H. Fil. d. Dtsch. B., Dep.-Casse D., Bst: v. Pf. 14a, ☏ V, 2763, Kirchenweg 13, ✉ 5: [200, 1109, 518, 1173]
- directory-entry: v. Cappeln, E., Arbtr., Friedrichstr. 50, ✉ 4: [860, 201, 1101, 215]
- directory-entry: — Wwe, S., Repsoldstr. 74, ✉ 1: [1190, 648, 1366, 662]
- directory-entry: — G., Arbtr., Heitmannstr. 63, ✉ 22: [860, 815, 1060, 829]
- directory-entry: Carli, H., Arbtr., Bullerdeich 21, ✉ 35: [860, 1237, 1073, 1251]
- directory-entry: Calosso, Conr., Werkf., St. Georg, Lange-reihe 7, ✉ 5: [200, 172, 500, 185]
- firm-entry: ⊙ H. D. Cammann, IR, Seumestr. 33, ✉ 23: [200, 734, 518, 750]
- directory-entry: — Bernh., Arbtr., Gothenstr. 45, ✉ 15: [530, 1248, 742, 1262]
- adjacent-page-fragment: 547,: [41, 1575, 66, 1588]
- directory-entry: Canow, A. F. W., Wirthsch., Böhmersweg 9, ✉ 13: [530, 985, 804, 999]
